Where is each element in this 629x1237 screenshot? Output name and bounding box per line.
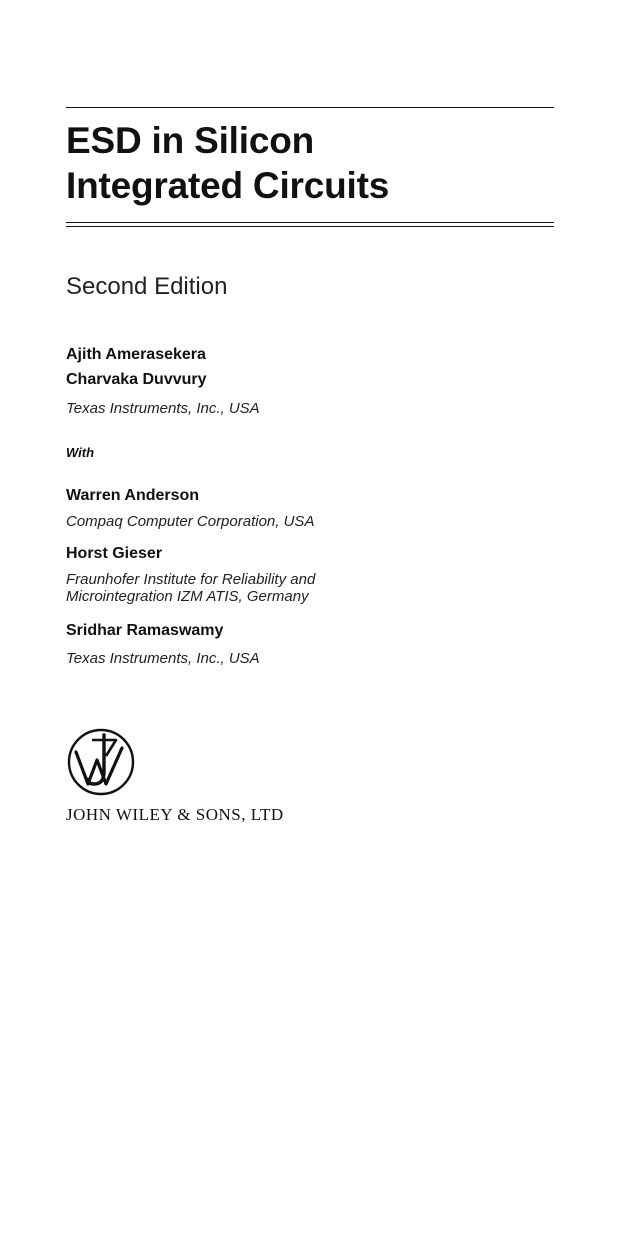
publisher-name: JOHN WILEY & SONS, LTD: [66, 805, 284, 824]
wiley-logo-icon: [66, 726, 136, 798]
contributor-affiliation: Texas Instruments, Inc., USA: [66, 650, 260, 667]
with-label: With: [66, 445, 95, 460]
contributor-affiliation-line-1: Fraunhofer Institute for Reliability and: [66, 571, 316, 588]
author-name: Ajith Amerasekera: [66, 346, 206, 363]
book-title-line-2: Integrated Circuits: [66, 165, 390, 206]
title-top-rule: [66, 107, 554, 108]
book-title: [66, 118, 389, 208]
contributor-name: Sridhar Ramaswamy: [66, 622, 224, 639]
contributor-affiliation: Compaq Computer Corporation, USA: [66, 513, 315, 530]
author-name: Charvaka Duvvury: [66, 371, 207, 388]
book-title-line-1: ESD in Silicon: [66, 120, 315, 161]
author-affiliation: Texas Instruments, Inc., USA: [66, 400, 260, 417]
contributor-affiliation-line-2: Microintegration IZM ATIS, Germany: [66, 588, 309, 605]
contributor-name: Horst Gieser: [66, 545, 163, 562]
title-bottom-rule-1: [66, 222, 554, 223]
title-bottom-rule-2: [66, 226, 554, 227]
edition-label: Second Edition: [66, 273, 228, 300]
contributor-name: Warren Anderson: [66, 487, 200, 504]
